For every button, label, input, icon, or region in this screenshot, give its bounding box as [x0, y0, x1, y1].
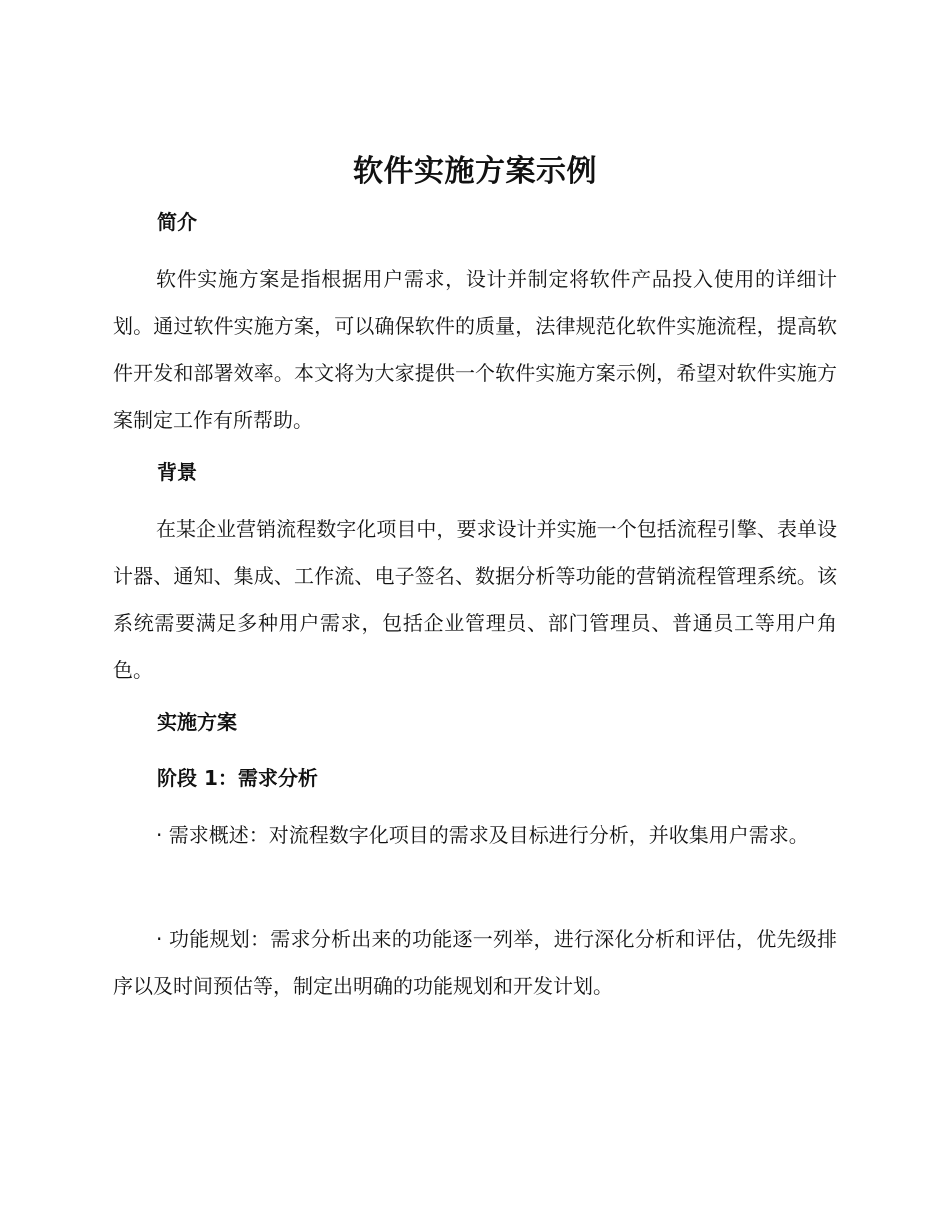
section-heading-background: 背景 [157, 460, 197, 484]
document-title: 软件实施方案示例 [353, 154, 597, 189]
paragraph-intro: 软件实施方案是指根据用户需求，设计并制定将软件产品投入使用的详细计划。通过软件实施方案，可以确保软件的质量，法律规范化软件实施流程，提高软件开发和部署效率。本文将为大家提供一个软件实施方案示例，希望对软件实施方案制定工作有所帮助。 [113, 267, 837, 432]
bullet-feature-planning: · 功能规划：需求分析出来的功能逐一列举，进行深化分析和评估，优先级排序以及时间预估等，制定出明确的功能规划和开发计划。 [113, 927, 837, 998]
section-heading-intro: 简介 [157, 210, 197, 234]
bullet-requirements-overview: · 需求概述：对流程数字化项目的需求及目标进行分析，并收集用户需求。 [156, 823, 809, 847]
section-heading-implementation: 实施方案 [157, 710, 237, 734]
paragraph-background: 在某企业营销流程数字化项目中，要求设计并实施一个包括流程引擎、表单设计器、通知、集成、工作流、电子签名、数据分析等功能的营销流程管理系统。该系统需要满足多种用户需求，包括企业管理员、部门管理员、普通员工等用户角色。 [113, 517, 837, 682]
section-heading-phase-1: 阶段 1：需求分析 [157, 766, 318, 790]
